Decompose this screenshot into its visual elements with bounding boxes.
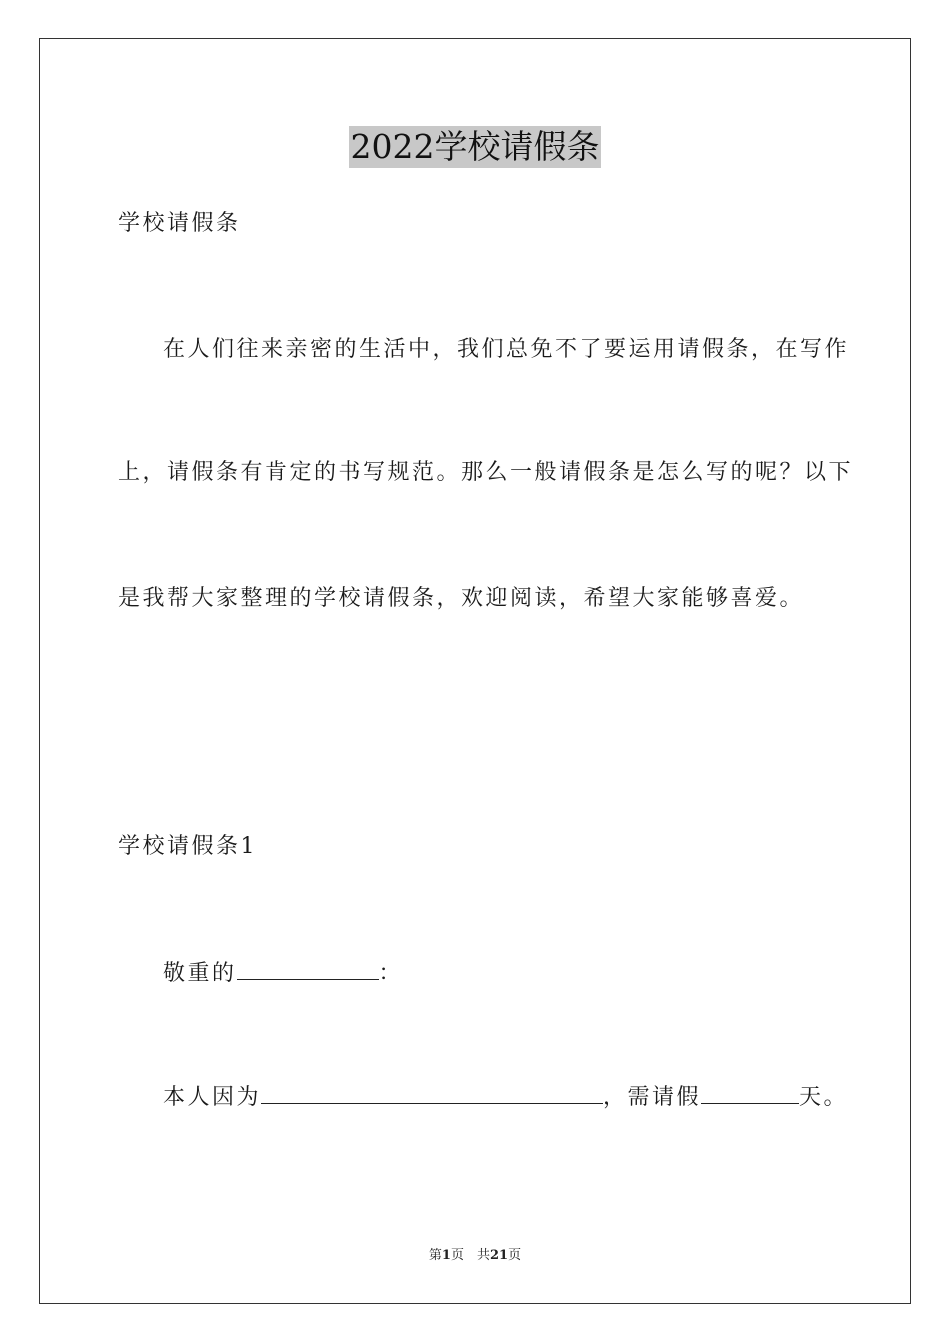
reason-middle: ，需请假 xyxy=(603,1085,702,1110)
section-heading-1: 学校请假条1 xyxy=(118,834,257,859)
footer-page-total: 21 xyxy=(489,1248,509,1263)
footer-page-prefix: 第 xyxy=(428,1248,442,1263)
salutation-suffix: ： xyxy=(378,961,404,986)
intro-line-3: 是我帮大家整理的学校请假条，欢迎阅读，希望大家能够喜爱。 xyxy=(118,586,805,611)
reason-line xyxy=(163,1081,848,1113)
intro-line-1: 在人们往来亲密的生活中，我们总免不了要运用请假条，在写作 xyxy=(163,337,850,362)
intro-line-2: 上，请假条有肯定的书写规范。那么一般请假条是怎么写的呢？以下 xyxy=(118,460,854,485)
footer-page-current: 1 xyxy=(441,1248,451,1263)
reason-blank xyxy=(261,1081,603,1104)
footer-page-suffix: 页 xyxy=(508,1248,522,1263)
title-wrap xyxy=(0,126,950,168)
document-subtitle: 学校请假条 xyxy=(118,211,241,236)
page-footer xyxy=(0,1247,950,1265)
recipient-blank xyxy=(237,957,379,980)
reason-prefix: 本人因为 xyxy=(163,1085,262,1110)
days-blank xyxy=(701,1081,799,1104)
reason-suffix: 天。 xyxy=(799,1085,849,1110)
document-title: 2022学校请假条 xyxy=(350,127,600,166)
footer-page-mid: 页 共 xyxy=(450,1248,490,1263)
salutation-prefix: 敬重的 xyxy=(163,961,237,986)
salutation-line xyxy=(163,957,403,989)
